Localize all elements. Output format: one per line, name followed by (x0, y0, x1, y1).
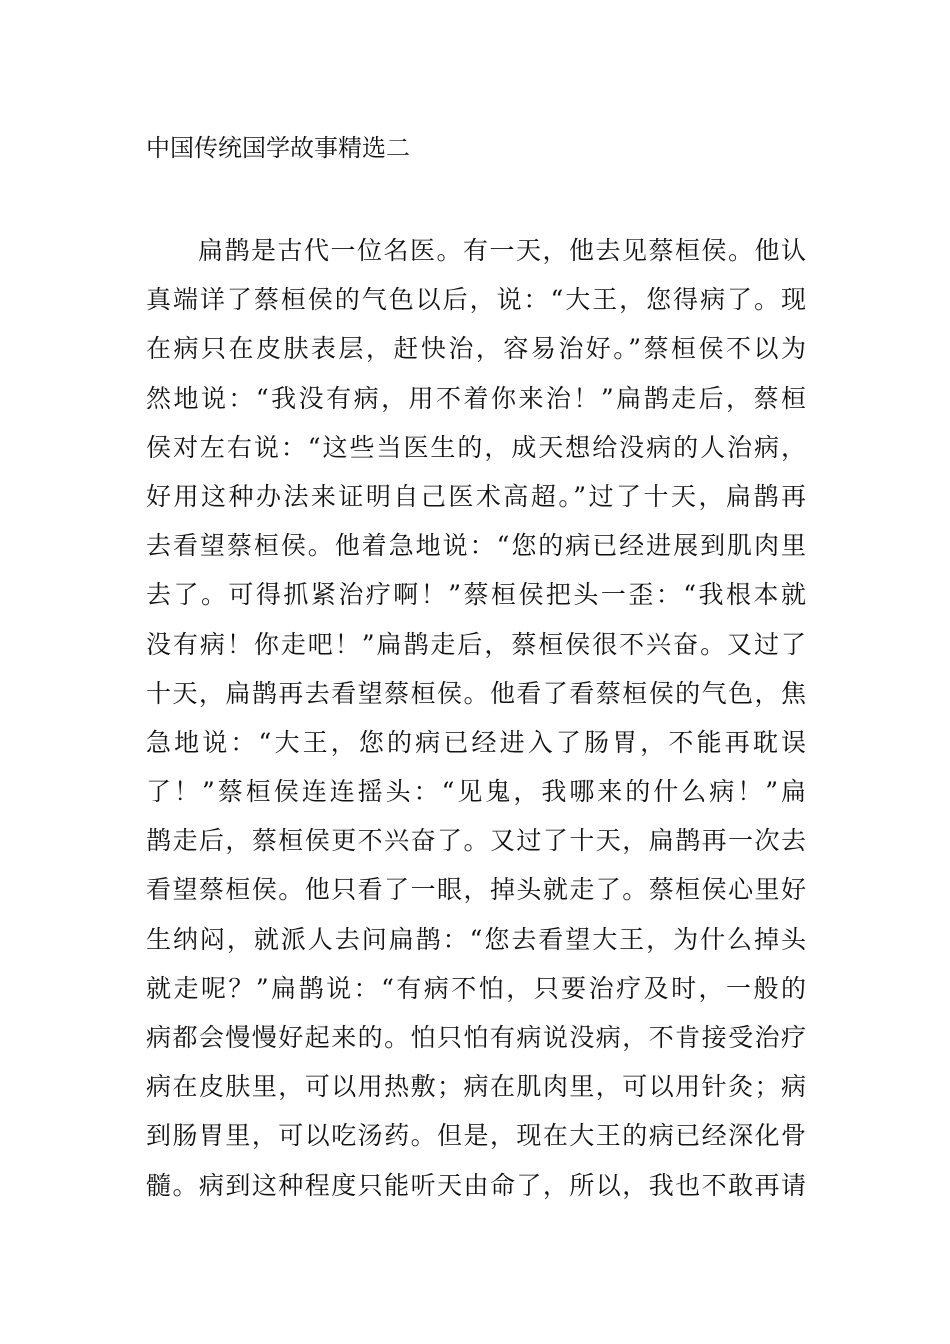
paragraph-line: 鹊走后，蔡桓侯更不兴奋了。又过了十天，扁鹊再一次去 (146, 826, 806, 856)
paragraph-line: 在病只在皮肤表层，赶快治，容易治好。”蔡桓侯不以为 (146, 334, 806, 364)
paragraph-line: 生纳闷，就派人去问扁鹊：“您去看望大王，为什么掉头 (146, 924, 806, 954)
paragraph-line: 十天，扁鹊再去看望蔡桓侯。他看了看蔡桓侯的气色，焦 (146, 678, 806, 708)
document-title: 中国传统国学故事精选二 (146, 134, 410, 162)
paragraph-line: 病都会慢慢好起来的。怕只怕有病说没病，不肯接受治疗 (146, 1023, 806, 1052)
paragraph-line: 去看望蔡桓侯。他着急地说：“您的病已经进展到肌肉里 (146, 531, 806, 561)
paragraph-line: 然地说：“我没有病，用不着你来治！”扁鹊走后，蔡桓 (146, 383, 806, 413)
paragraph-line: 去了。可得抓紧治疗啊！”蔡桓侯把头一歪：“我根本就 (146, 580, 806, 610)
paragraph-line: 扁鹊是古代一位名医。有一天，他去见蔡桓侯。他认 (198, 236, 806, 265)
paragraph-line: 好用这种办法来证明自己医术高超。”过了十天，扁鹊再 (146, 481, 806, 511)
paragraph-line: 没有病！你走吧！”扁鹊走后，蔡桓侯很不兴奋。又过了 (146, 629, 806, 659)
paragraph-line: 侯对左右说：“这些当医生的，成天想给没病的人治病， (146, 432, 806, 462)
paragraph-line: 病在皮肤里，可以用热敷；病在肌肉里，可以用针灸；病 (146, 1072, 806, 1102)
paragraph-line: 看望蔡桓侯。他只看了一眼，掉头就走了。蔡桓侯心里好 (146, 875, 806, 905)
paragraph-line: 髓。病到这种程度只能听天由命了，所以，我也不敢再请 (146, 1170, 806, 1200)
paragraph-line: 到肠胃里，可以吃汤药。但是，现在大王的病已经深化骨 (146, 1121, 806, 1151)
paragraph-line: 真端详了蔡桓侯的气色以后，说：“大王，您得病了。现 (146, 285, 806, 315)
paragraph-line: 急地说：“大王，您的病已经进入了肠胃，不能再耽误 (146, 727, 806, 757)
story-paragraph (146, 226, 806, 1210)
paragraph-line: 了！”蔡桓侯连连摇头：“见鬼，我哪来的什么病！”扁 (146, 777, 806, 807)
paragraph-line: 就走呢？”扁鹊说：“有病不怕，只要治疗及时，一般的 (146, 973, 806, 1003)
